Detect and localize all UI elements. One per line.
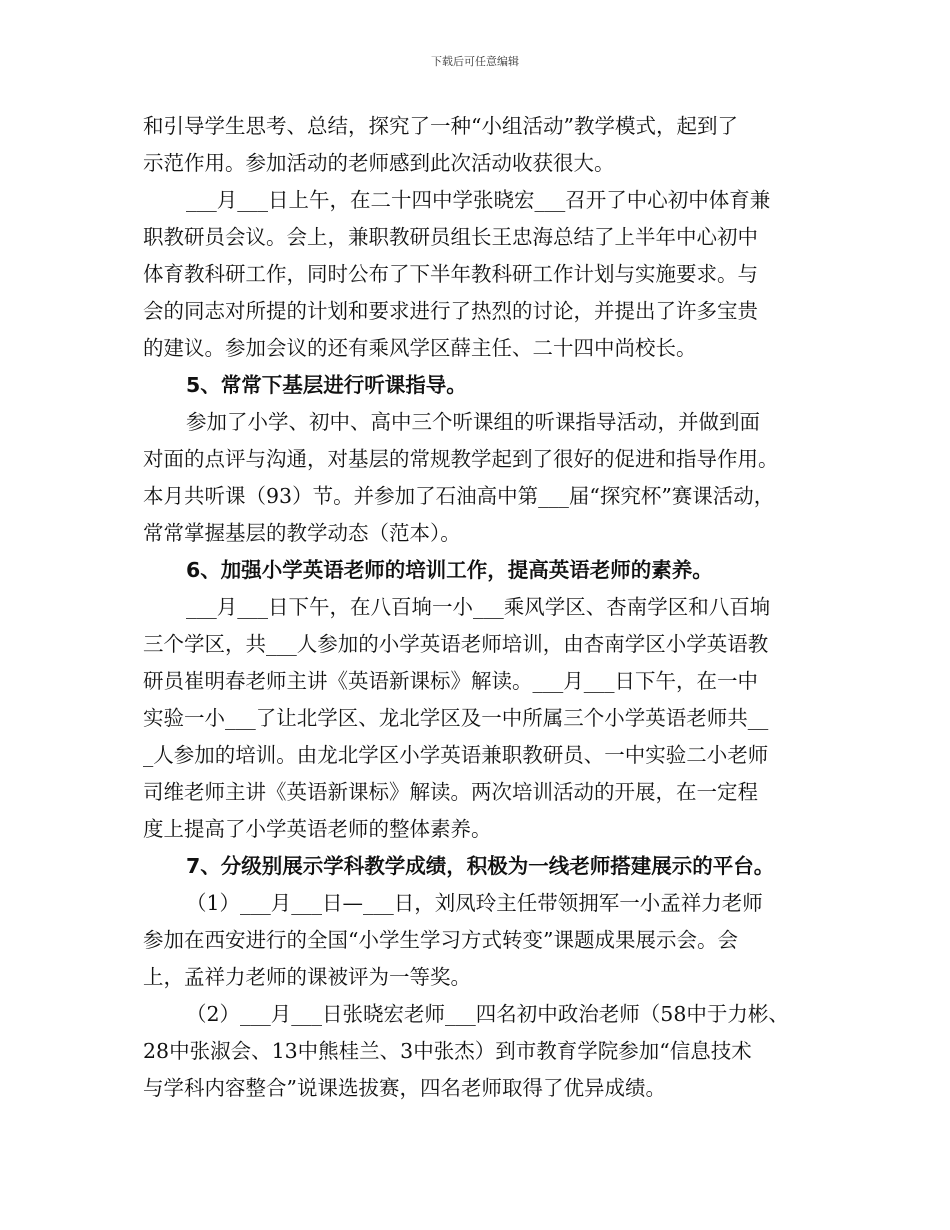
body-line: ___月___日上午，在二十四中学张晓宏___召开了中心初中体育兼 — [186, 188, 771, 212]
body-line: 司维老师主讲《英语新课标》解读。两次培训活动的开展，在一定程 — [143, 780, 758, 804]
section-heading: 6、加强小学英语老师的培训工作，提高英语老师的素养。 — [186, 558, 713, 582]
body-line: 常常掌握基层的教学动态（范本）。 — [143, 521, 461, 545]
body-line: _人参加的培训。由龙北学区小学英语兼职教研员、一中实验二小老师 — [143, 743, 769, 767]
page-header: 下载后可任意编辑 — [431, 55, 519, 68]
body-line: 对面的点评与沟通，对基层的常规教学起到了很好的促进和指导作用。 — [143, 447, 779, 471]
body-line: 的建议。参加会议的还有乘风学区薛主任、二十四中尚校长。 — [143, 336, 697, 360]
section-heading: 5、常常下基层进行听课指导。 — [186, 373, 467, 397]
body-line: 度上提高了小学英语老师的整体素养。 — [143, 817, 492, 841]
body-line: 参加了小学、初中、高中三个听课组的听课指导活动，并做到面 — [186, 410, 760, 434]
body-line: 研员崔明春老师主讲《英语新课标》解读。___月___日下午，在一中 — [143, 669, 758, 693]
body-line: （1）___月___日—___日，刘凤玲主任带领拥军一小孟祥力老师 — [186, 891, 763, 915]
body-line: 职教研员会议。会上，兼职教研员组长王忠海总结了上半年中心初中 — [143, 225, 758, 249]
body-line: （2）___月___日张晓宏老师___四名初中政治老师（58中于力彬、 — [186, 1002, 789, 1026]
body-line: 三个学区，共___人参加的小学英语老师培训，由杏南学区小学英语教 — [143, 632, 769, 656]
body-line: 会的同志对所提的计划和要求进行了热烈的讨论，并提出了许多宝贵 — [143, 299, 758, 323]
body-line: 28中张淑会、13中熊桂兰、3中张杰）到市教育学院参加“信息技术 — [143, 1039, 752, 1063]
body-line: 参加在西安进行的全国“小学生学习方式转变”课题成果展示会。会 — [143, 928, 738, 952]
body-line: 上，孟祥力老师的课被评为一等奖。 — [143, 965, 471, 989]
body-line: ___月___日下午，在八百垧一小___乘风学区、杏南学区和八百垧 — [186, 595, 771, 619]
section-heading: 7、分级别展示学科教学成绩，积极为一线老师搭建展示的平台。 — [186, 854, 775, 878]
body-line: 示范作用。参加活动的老师感到此次活动收获很大。 — [143, 151, 615, 175]
body-line: 实验一小___了让北学区、龙北学区及一中所属三个小学英语老师共__ — [143, 706, 769, 730]
body-line: 本月共听课（93）节。并参加了石油高中第___届“探究杯”赛课活动， — [143, 484, 775, 508]
body-line: 体育教科研工作，同时公布了下半年教科研工作计划与实施要求。与 — [143, 262, 758, 286]
body-line: 与学科内容整合”说课选拔赛，四名老师取得了优异成绩。 — [143, 1076, 666, 1100]
body-line: 和引导学生思考、总结，探究了一种“小组活动”教学模式，起到了 — [143, 114, 738, 138]
